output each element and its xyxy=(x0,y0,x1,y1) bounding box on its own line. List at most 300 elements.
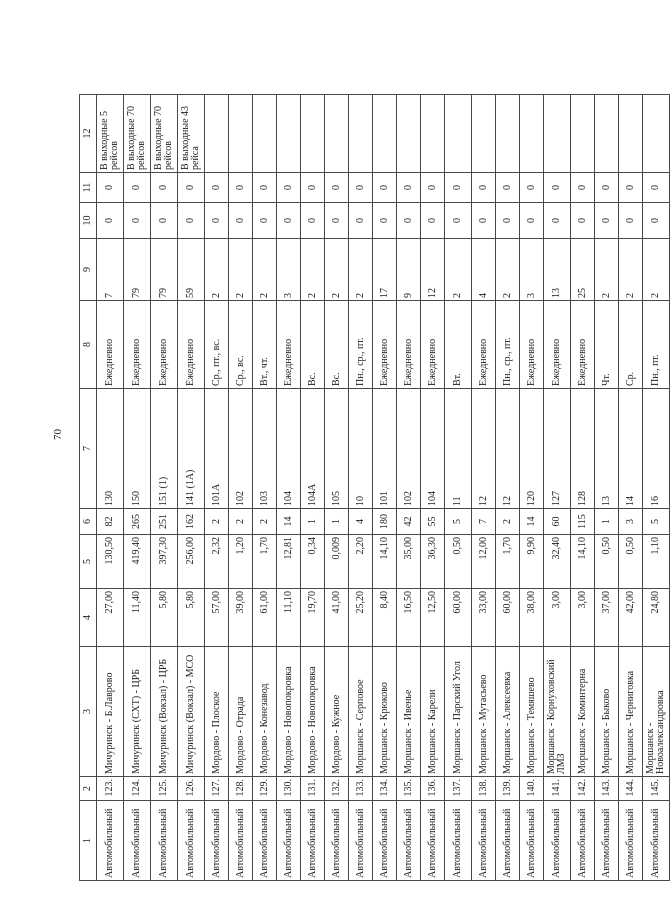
count-cell: 14 xyxy=(277,509,301,535)
table-row xyxy=(397,95,421,881)
trips-cell: 2 xyxy=(301,239,325,301)
route-name-cell: Мичуринск - Б.Лаврово xyxy=(97,647,124,777)
note-cell xyxy=(229,95,253,173)
value-cell: 0,50 xyxy=(445,535,472,589)
value-cell: 32,40 xyxy=(544,535,571,589)
transport-type-cell: Автомобильный xyxy=(124,801,151,881)
count-cell: 2 xyxy=(229,509,253,535)
route-number-cell: 133. xyxy=(349,777,373,801)
note-cell xyxy=(301,95,325,173)
column-header: 6 xyxy=(80,509,97,535)
transport-type-cell: Автомобильный xyxy=(397,801,421,881)
schedule-cell: Пн., пт. xyxy=(643,301,670,389)
routes-table xyxy=(79,94,670,881)
column-11-cell: 0 xyxy=(445,173,472,203)
schedule-cell: Ежедневно xyxy=(178,301,205,389)
table-row xyxy=(277,95,301,881)
trips-cell: 2 xyxy=(229,239,253,301)
transport-type-cell: Автомобильный xyxy=(445,801,472,881)
value-cell: 35,00 xyxy=(397,535,421,589)
table-row xyxy=(178,95,205,881)
column-11-cell: 0 xyxy=(520,173,544,203)
column-10-cell: 0 xyxy=(619,203,643,239)
distance-cell: 11,10 xyxy=(277,589,301,647)
route-number-cell: 144. xyxy=(619,777,643,801)
distance-cell: 39,00 xyxy=(229,589,253,647)
transport-type-cell: Автомобильный xyxy=(178,801,205,881)
distance-cell: 25,20 xyxy=(349,589,373,647)
schedule-cell: Ср., вс. xyxy=(229,301,253,389)
trips-cell: 2 xyxy=(205,239,229,301)
trips-cell: 2 xyxy=(496,239,520,301)
transport-type-cell: Автомобильный xyxy=(229,801,253,881)
count-cell: 265 xyxy=(124,509,151,535)
trips-cell: 2 xyxy=(253,239,277,301)
count-cell: 1 xyxy=(301,509,325,535)
column-10-cell: 0 xyxy=(520,203,544,239)
route-code-cell: 14 xyxy=(619,389,643,509)
note-cell xyxy=(277,95,301,173)
transport-type-cell: Автомобильный xyxy=(571,801,595,881)
distance-cell: 24,80 xyxy=(643,589,670,647)
trips-cell: 59 xyxy=(178,239,205,301)
route-number-cell: 140. xyxy=(520,777,544,801)
table-row xyxy=(349,95,373,881)
schedule-cell: Ежедневно xyxy=(151,301,178,389)
column-11-cell: 0 xyxy=(373,173,397,203)
route-code-cell: 13 xyxy=(595,389,619,509)
column-10-cell: 0 xyxy=(277,203,301,239)
transport-type-cell: Автомобильный xyxy=(277,801,301,881)
trips-cell: 13 xyxy=(544,239,571,301)
transport-type-cell: Автомобильный xyxy=(643,801,670,881)
transport-type-cell: Автомобильный xyxy=(544,801,571,881)
column-header: 7 xyxy=(80,389,97,509)
count-cell: 2 xyxy=(253,509,277,535)
value-cell: 256,00 xyxy=(178,535,205,589)
table-row xyxy=(520,95,544,881)
column-10-cell: 0 xyxy=(301,203,325,239)
distance-cell: 33,00 xyxy=(472,589,496,647)
route-number-cell: 143. xyxy=(595,777,619,801)
route-code-cell: 104 xyxy=(277,389,301,509)
table-row xyxy=(619,95,643,881)
column-header: 1 xyxy=(80,801,97,881)
route-number-cell: 126. xyxy=(178,777,205,801)
distance-cell: 57,00 xyxy=(205,589,229,647)
distance-cell: 19,70 xyxy=(301,589,325,647)
route-number-cell: 129. xyxy=(253,777,277,801)
trips-cell: 17 xyxy=(373,239,397,301)
count-cell: 4 xyxy=(349,509,373,535)
table-row xyxy=(373,95,397,881)
route-name-cell: Мордово - Плоское xyxy=(205,647,229,777)
value-cell: 130,50 xyxy=(97,535,124,589)
schedule-cell: Ежедневно xyxy=(421,301,445,389)
value-cell: 2,20 xyxy=(349,535,373,589)
route-number-cell: 131. xyxy=(301,777,325,801)
count-cell: 251 xyxy=(151,509,178,535)
trips-cell: 2 xyxy=(445,239,472,301)
table-row xyxy=(472,95,496,881)
route-name-cell: Мордово - Новопокровка xyxy=(277,647,301,777)
column-10-cell: 0 xyxy=(397,203,421,239)
route-number-cell: 130. xyxy=(277,777,301,801)
route-name-cell: Моршанск - Темяшево xyxy=(520,647,544,777)
route-number-cell: 125. xyxy=(151,777,178,801)
route-name-cell: Мордово - Новопокровка xyxy=(301,647,325,777)
column-10-cell: 0 xyxy=(643,203,670,239)
column-header: 9 xyxy=(80,239,97,301)
column-11-cell: 0 xyxy=(253,173,277,203)
column-10-cell: 0 xyxy=(421,203,445,239)
note-cell xyxy=(472,95,496,173)
trips-cell: 2 xyxy=(643,239,670,301)
route-code-cell: 101 xyxy=(373,389,397,509)
transport-type-cell: Автомобильный xyxy=(496,801,520,881)
table-row xyxy=(205,95,229,881)
column-10-cell: 0 xyxy=(124,203,151,239)
schedule-cell: Вс. xyxy=(301,301,325,389)
note-cell xyxy=(643,95,670,173)
route-code-cell: 104 xyxy=(421,389,445,509)
schedule-cell: Пн., ср., пт. xyxy=(349,301,373,389)
note-cell: В выходные 43 рейса xyxy=(178,95,205,173)
note-cell xyxy=(253,95,277,173)
count-cell: 115 xyxy=(571,509,595,535)
table-row xyxy=(124,95,151,881)
note-cell xyxy=(325,95,349,173)
column-11-cell: 0 xyxy=(619,173,643,203)
route-code-cell: 103 xyxy=(253,389,277,509)
schedule-cell: Ежедневно xyxy=(472,301,496,389)
schedule-cell: Вс. xyxy=(325,301,349,389)
column-header: 11 xyxy=(80,173,97,203)
column-10-cell: 0 xyxy=(472,203,496,239)
schedule-cell: Ср., пт., вс. xyxy=(205,301,229,389)
value-cell: 1,70 xyxy=(496,535,520,589)
route-code-cell: 102 xyxy=(229,389,253,509)
distance-cell: 41,00 xyxy=(325,589,349,647)
table-row xyxy=(496,95,520,881)
trips-cell: 12 xyxy=(421,239,445,301)
trips-cell: 25 xyxy=(571,239,595,301)
value-cell: 12,81 xyxy=(277,535,301,589)
column-10-cell: 0 xyxy=(571,203,595,239)
route-name-cell: Мичуринск (Вокзал) - МСО xyxy=(178,647,205,777)
value-cell: 0,50 xyxy=(595,535,619,589)
document-page xyxy=(64,0,666,905)
note-cell xyxy=(496,95,520,173)
note-cell xyxy=(373,95,397,173)
column-11-cell: 0 xyxy=(397,173,421,203)
schedule-cell: Ежедневно xyxy=(277,301,301,389)
distance-cell: 37,00 xyxy=(595,589,619,647)
route-name-cell: Моршанск - Ивенье xyxy=(397,647,421,777)
column-10-cell: 0 xyxy=(178,203,205,239)
column-header: 2 xyxy=(80,777,97,801)
trips-cell: 2 xyxy=(349,239,373,301)
page-number: 70 xyxy=(52,429,64,440)
route-name-cell: Мичуринск (Вокзал) - ЦРБ xyxy=(151,647,178,777)
column-10-cell: 0 xyxy=(496,203,520,239)
route-code-cell: 150 xyxy=(124,389,151,509)
transport-type-cell: Автомобильный xyxy=(349,801,373,881)
count-cell: 7 xyxy=(472,509,496,535)
column-header: 4 xyxy=(80,589,97,647)
value-cell: 1,10 xyxy=(643,535,670,589)
column-11-cell: 0 xyxy=(97,173,124,203)
route-code-cell: 12 xyxy=(472,389,496,509)
column-10-cell: 0 xyxy=(253,203,277,239)
route-number-cell: 132. xyxy=(325,777,349,801)
transport-type-cell: Автомобильный xyxy=(373,801,397,881)
route-number-cell: 139. xyxy=(496,777,520,801)
count-cell: 3 xyxy=(619,509,643,535)
count-cell: 2 xyxy=(205,509,229,535)
trips-cell: 9 xyxy=(397,239,421,301)
trips-cell: 7 xyxy=(97,239,124,301)
route-number-cell: 123. xyxy=(97,777,124,801)
route-name-cell: Моршанск - Крюково xyxy=(373,647,397,777)
table-row xyxy=(97,95,124,881)
note-cell xyxy=(397,95,421,173)
route-name-cell: Моршанск - Быково xyxy=(595,647,619,777)
schedule-cell: Ежедневно xyxy=(544,301,571,389)
distance-cell: 38,00 xyxy=(520,589,544,647)
column-header: 10 xyxy=(80,203,97,239)
note-cell xyxy=(595,95,619,173)
table-row xyxy=(253,95,277,881)
route-name-cell: Моршанск - Карели xyxy=(421,647,445,777)
table-row xyxy=(325,95,349,881)
route-number-cell: 127. xyxy=(205,777,229,801)
transport-type-cell: Автомобильный xyxy=(520,801,544,881)
column-header: 3 xyxy=(80,647,97,777)
route-code-cell: 130 xyxy=(97,389,124,509)
transport-type-cell: Автомобильный xyxy=(97,801,124,881)
column-11-cell: 0 xyxy=(229,173,253,203)
distance-cell: 5,80 xyxy=(151,589,178,647)
count-cell: 42 xyxy=(397,509,421,535)
note-cell: В выходные 70 рейсов xyxy=(124,95,151,173)
column-header: 8 xyxy=(80,301,97,389)
route-name-cell: Мордово - Кужное xyxy=(325,647,349,777)
value-cell: 36,30 xyxy=(421,535,445,589)
table-body xyxy=(80,95,670,881)
count-cell: 2 xyxy=(496,509,520,535)
table-header-row xyxy=(80,95,97,881)
count-cell: 162 xyxy=(178,509,205,535)
route-code-cell: 128 xyxy=(571,389,595,509)
route-code-cell: 120 xyxy=(520,389,544,509)
count-cell: 180 xyxy=(373,509,397,535)
transport-type-cell: Автомобильный xyxy=(325,801,349,881)
route-number-cell: 137. xyxy=(445,777,472,801)
route-number-cell: 136. xyxy=(421,777,445,801)
column-10-cell: 0 xyxy=(151,203,178,239)
value-cell: 12,00 xyxy=(472,535,496,589)
route-code-cell: 104А xyxy=(301,389,325,509)
transport-type-cell: Автомобильный xyxy=(619,801,643,881)
route-code-cell: 11 xyxy=(445,389,472,509)
distance-cell: 11,40 xyxy=(124,589,151,647)
note-cell: В выходные 70 рейсов xyxy=(151,95,178,173)
route-name-cell: Мордово - Отрада xyxy=(229,647,253,777)
column-11-cell: 0 xyxy=(544,173,571,203)
column-10-cell: 0 xyxy=(373,203,397,239)
route-code-cell: 101А xyxy=(205,389,229,509)
table-row xyxy=(595,95,619,881)
route-number-cell: 142. xyxy=(571,777,595,801)
value-cell: 0,34 xyxy=(301,535,325,589)
route-code-cell: 141 (1А) xyxy=(178,389,205,509)
trips-cell: 4 xyxy=(472,239,496,301)
column-10-cell: 0 xyxy=(229,203,253,239)
count-cell: 1 xyxy=(595,509,619,535)
distance-cell: 60,00 xyxy=(496,589,520,647)
column-11-cell: 0 xyxy=(178,173,205,203)
table-row xyxy=(229,95,253,881)
route-name-cell: Мичуринск (СХТ) - ЦРБ xyxy=(124,647,151,777)
table-row xyxy=(445,95,472,881)
route-code-cell: 102 xyxy=(397,389,421,509)
schedule-cell: Чт. xyxy=(595,301,619,389)
route-name-cell: Моршанск - Корнуховский ЛМЗ xyxy=(544,647,571,777)
value-cell: 9,90 xyxy=(520,535,544,589)
column-header: 12 xyxy=(80,95,97,173)
value-cell: 2,32 xyxy=(205,535,229,589)
trips-cell: 2 xyxy=(595,239,619,301)
route-number-cell: 128. xyxy=(229,777,253,801)
schedule-cell: Ежедневно xyxy=(520,301,544,389)
route-code-cell: 127 xyxy=(544,389,571,509)
column-11-cell: 0 xyxy=(643,173,670,203)
value-cell: 0,009 xyxy=(325,535,349,589)
schedule-cell: Вт. xyxy=(445,301,472,389)
table-row xyxy=(643,95,670,881)
transport-type-cell: Автомобильный xyxy=(472,801,496,881)
count-cell: 55 xyxy=(421,509,445,535)
column-11-cell: 0 xyxy=(472,173,496,203)
column-11-cell: 0 xyxy=(496,173,520,203)
column-11-cell: 0 xyxy=(595,173,619,203)
route-number-cell: 145. xyxy=(643,777,670,801)
note-cell xyxy=(349,95,373,173)
table-row xyxy=(301,95,325,881)
value-cell: 397,30 xyxy=(151,535,178,589)
column-11-cell: 0 xyxy=(151,173,178,203)
count-cell: 82 xyxy=(97,509,124,535)
route-name-cell: Моршанск - Алексеевка xyxy=(496,647,520,777)
route-number-cell: 134. xyxy=(373,777,397,801)
route-name-cell: Моршанск - Новоалександровка xyxy=(643,647,670,777)
schedule-cell: Ежедневно xyxy=(571,301,595,389)
transport-type-cell: Автомобильный xyxy=(253,801,277,881)
schedule-cell: Ежедневно xyxy=(373,301,397,389)
column-11-cell: 0 xyxy=(124,173,151,203)
trips-cell: 3 xyxy=(277,239,301,301)
schedule-cell: Ежедневно xyxy=(397,301,421,389)
route-code-cell: 10 xyxy=(349,389,373,509)
column-header: 5 xyxy=(80,535,97,589)
distance-cell: 5,80 xyxy=(178,589,205,647)
column-11-cell: 0 xyxy=(325,173,349,203)
value-cell: 14,10 xyxy=(373,535,397,589)
table-row xyxy=(571,95,595,881)
distance-cell: 27,00 xyxy=(97,589,124,647)
note-cell xyxy=(571,95,595,173)
table-row xyxy=(151,95,178,881)
column-11-cell: 0 xyxy=(349,173,373,203)
schedule-cell: Ежедневно xyxy=(124,301,151,389)
column-11-cell: 0 xyxy=(301,173,325,203)
trips-cell: 79 xyxy=(124,239,151,301)
column-11-cell: 0 xyxy=(571,173,595,203)
value-cell: 419,40 xyxy=(124,535,151,589)
column-11-cell: 0 xyxy=(421,173,445,203)
note-cell xyxy=(205,95,229,173)
column-10-cell: 0 xyxy=(97,203,124,239)
route-code-cell: 16 xyxy=(643,389,670,509)
column-11-cell: 0 xyxy=(205,173,229,203)
note-cell xyxy=(421,95,445,173)
route-number-cell: 141. xyxy=(544,777,571,801)
value-cell: 1,70 xyxy=(253,535,277,589)
distance-cell: 60,00 xyxy=(445,589,472,647)
trips-cell: 79 xyxy=(151,239,178,301)
table-row xyxy=(544,95,571,881)
route-code-cell: 105 xyxy=(325,389,349,509)
note-cell xyxy=(445,95,472,173)
note-cell xyxy=(544,95,571,173)
column-10-cell: 0 xyxy=(595,203,619,239)
route-name-cell: Моршанск - Серповое xyxy=(349,647,373,777)
count-cell: 14 xyxy=(520,509,544,535)
route-name-cell: Моршанск - Коминтерна xyxy=(571,647,595,777)
schedule-cell: Пн., ср., пт. xyxy=(496,301,520,389)
route-code-cell: 12 xyxy=(496,389,520,509)
count-cell: 5 xyxy=(643,509,670,535)
table-row xyxy=(421,95,445,881)
value-cell: 14,10 xyxy=(571,535,595,589)
note-cell xyxy=(619,95,643,173)
route-number-cell: 124. xyxy=(124,777,151,801)
transport-type-cell: Автомобильный xyxy=(301,801,325,881)
note-cell: В выходные 5 рейсов xyxy=(97,95,124,173)
schedule-cell: Ежедневно xyxy=(97,301,124,389)
route-name-cell: Моршанск - Черниговка xyxy=(619,647,643,777)
column-10-cell: 0 xyxy=(544,203,571,239)
column-11-cell: 0 xyxy=(277,173,301,203)
distance-cell: 3,00 xyxy=(571,589,595,647)
route-code-cell: 151 (1) xyxy=(151,389,178,509)
trips-cell: 2 xyxy=(325,239,349,301)
transport-type-cell: Автомобильный xyxy=(205,801,229,881)
transport-type-cell: Автомобильный xyxy=(595,801,619,881)
route-number-cell: 135. xyxy=(397,777,421,801)
value-cell: 1,20 xyxy=(229,535,253,589)
distance-cell: 42,00 xyxy=(619,589,643,647)
distance-cell: 3,00 xyxy=(544,589,571,647)
count-cell: 1 xyxy=(325,509,349,535)
route-name-cell: Мордово - Конезавод xyxy=(253,647,277,777)
transport-type-cell: Автомобильный xyxy=(151,801,178,881)
trips-cell: 2 xyxy=(619,239,643,301)
distance-cell: 16,50 xyxy=(397,589,421,647)
trips-cell: 3 xyxy=(520,239,544,301)
route-number-cell: 138. xyxy=(472,777,496,801)
